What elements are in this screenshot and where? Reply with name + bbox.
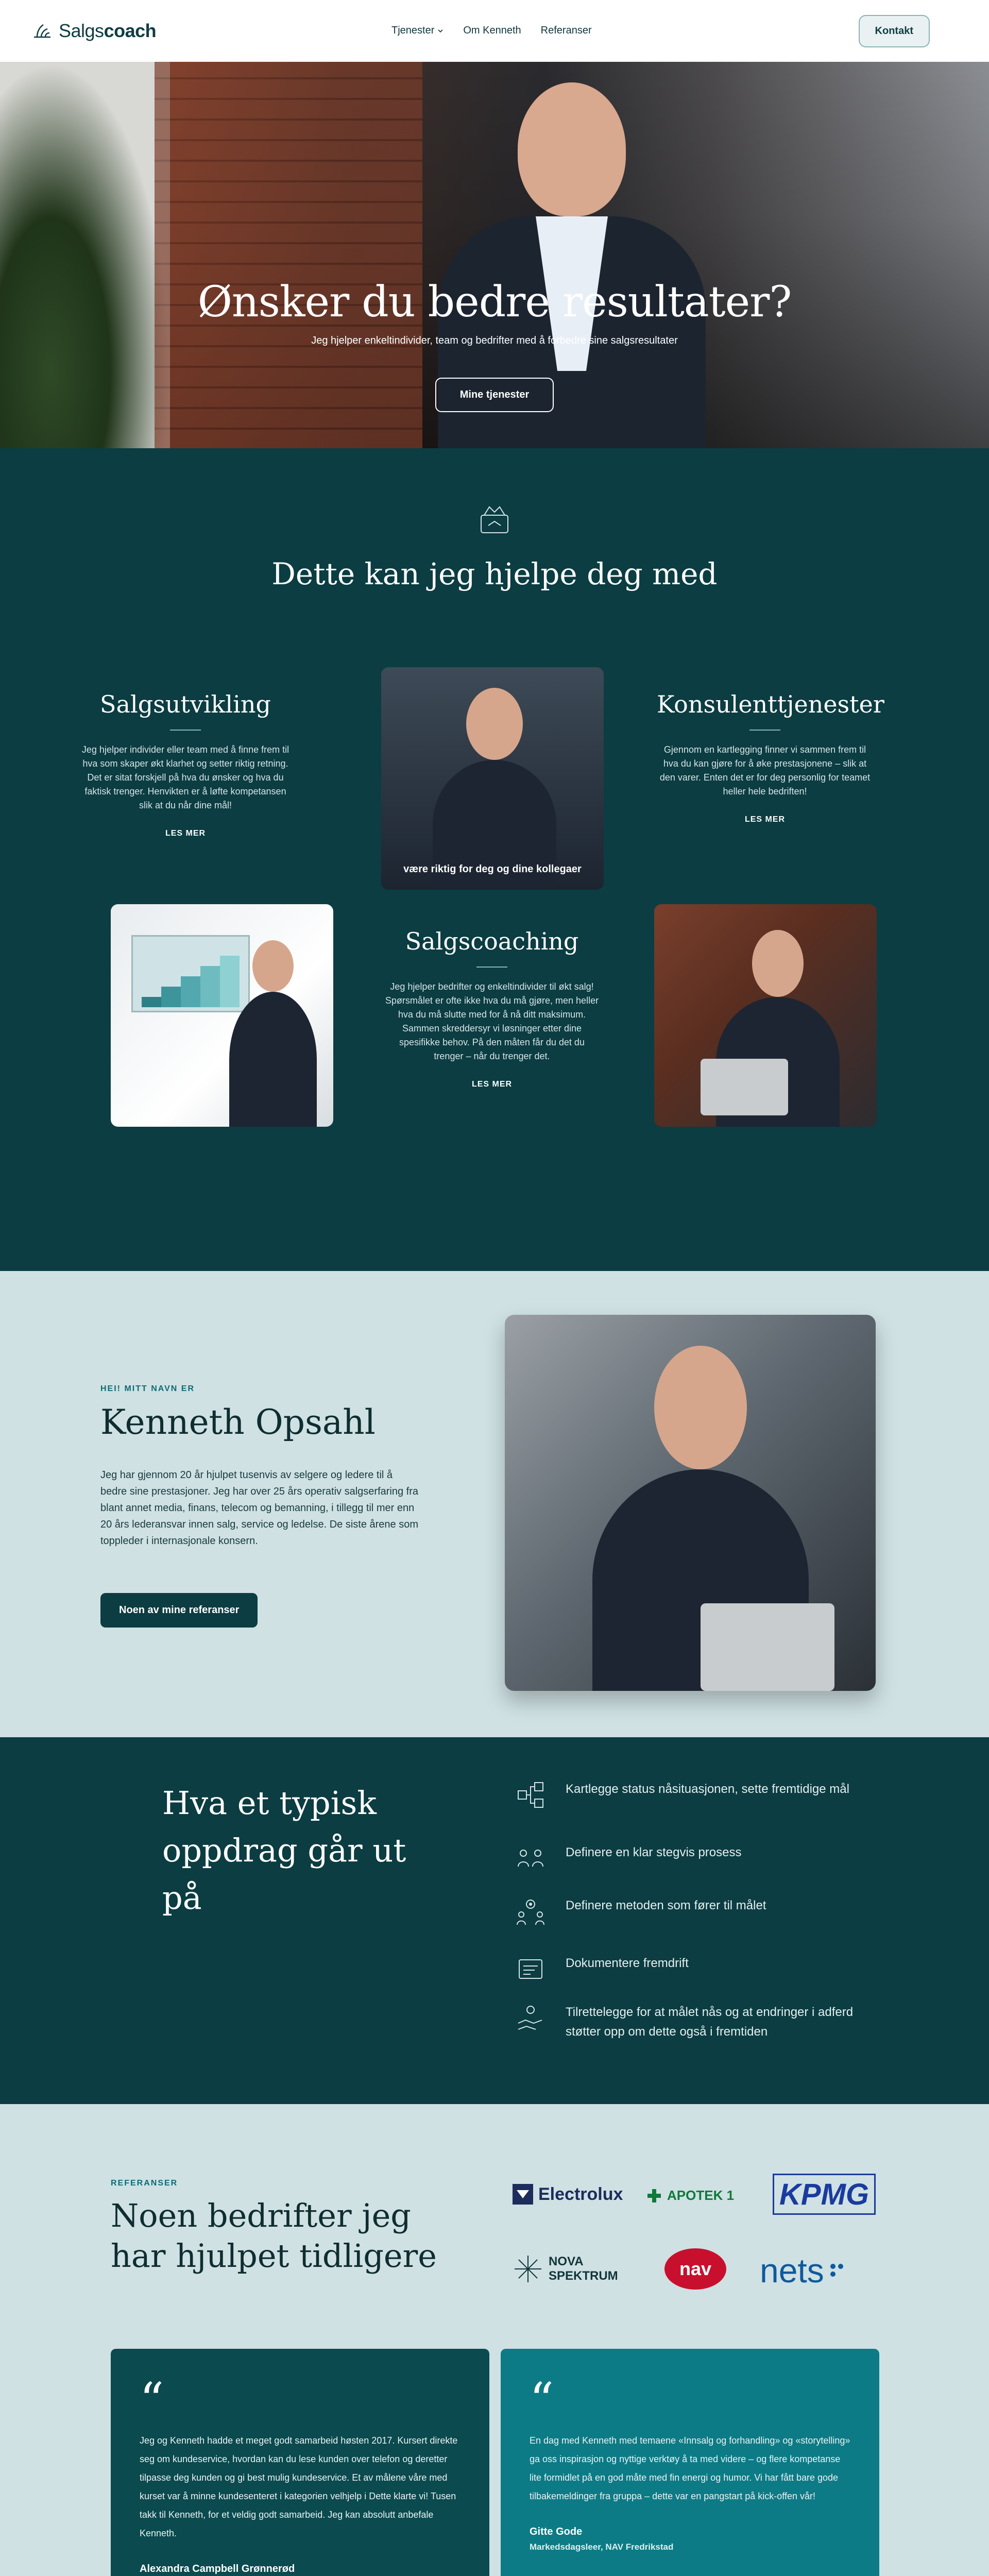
about-photo <box>505 1315 876 1691</box>
service-salgsutvikling <box>77 690 294 838</box>
task-item <box>515 1954 854 1985</box>
hero-section <box>0 62 989 448</box>
testimonial-name: Gitte Gode <box>530 2526 583 2537</box>
testimonial-text: En dag med Kenneth med temaene «Innsalg og forhandling» og «storytelling» ga oss inspirasjon og nyttige verktøy å ta med videre – og flere kompetanse lite formidlet på en god måte med fin energi og humor. Vi har fått bare gode tilbakemeldinger fra gruppa – dette var en pangstart på kick-offen vår! <box>530 2435 850 2501</box>
nav-item-referanser[interactable]: Referanser <box>540 25 592 36</box>
task-text: Tilrettelegge for at målet nås og at endringer i adferd støtter opp om dette også i fremtiden <box>566 2005 854 2039</box>
brand-nova-spektrum: NOVA SPEKTRUM <box>513 2253 626 2284</box>
references-button[interactable]: Noen av mine referanser <box>100 1593 258 1628</box>
references-title: Noen bedrifter jeg har hjulpet tidligere <box>111 2197 437 2275</box>
testimonial-name: Alexandra Campbell Grønnerød <box>140 2563 295 2574</box>
about-text: Jeg har gjennom 20 år hjulpet tusenvis av selgere og ledere til å bedre sine prestasjoner. Jeg har over 25 års operativ salgserfaring fra blant annet media, finans, telecom og bemanning, i tillegg til mer enn 20 års lederansvar innen salg, service og ledelse. De siste årene som toppleder i internasjonale konsern. <box>100 1469 419 1547</box>
document-icon <box>515 1954 546 1985</box>
flowchart-icon <box>515 1780 546 1810</box>
read-more-link[interactable]: LES MER <box>744 815 786 824</box>
references-eyebrow: REFERANSER <box>111 2179 178 2188</box>
handshake-icon <box>474 500 515 541</box>
contact-button[interactable]: Kontakt <box>859 15 930 47</box>
task-item <box>515 1896 854 1927</box>
nav-item-om-kenneth[interactable]: Om Kenneth <box>463 25 521 36</box>
tasks-section <box>0 1737 989 2104</box>
testimonial-role: Markedsdagsleer, NAV Fredrikstad <box>530 2542 674 2552</box>
services-section <box>0 448 989 1271</box>
task-text: Definere metoden som fører til målet <box>566 1899 766 1912</box>
site-header <box>0 0 989 62</box>
service-description: Gjennom en kartlegging finner vi sammen frem til hva du kan gjøre for å øke prestasjonene – slik at den varer. Enten det er for deg personlig for teamet heller hele bedriften! <box>659 744 871 796</box>
read-more-link[interactable]: LES MER <box>165 829 206 838</box>
testimonial-card <box>501 2349 879 2576</box>
testimonial-text: Jeg og Kenneth hadde et meget godt samarbeid høsten 2017. Kursert direkte seg om kundeservice, hvordan kan du lese kunden over telefon og deretter tilpasse deg kunden og gi best mulig kundeservice. Et av målene våre med kurset var å minne kundesenteret i kategorien velhjelp i Dette klarte vi! Tusen takk til Kenneth, for et veldig godt samarbeid. Jeg kan absolutt anbefale Kenneth. <box>140 2435 458 2538</box>
service-title: Salgscoaching <box>405 927 579 955</box>
hero-subtitle: Jeg hjelper enkeltindivider, team og bedrifter med å forbedre sine salgsresultater <box>311 335 678 346</box>
task-item <box>515 1843 854 1874</box>
divider <box>170 730 201 731</box>
nav-item-label: Tjenester <box>391 25 435 36</box>
target-people-icon <box>515 1896 546 1927</box>
chevron-down-icon <box>437 28 444 34</box>
service-description: Jeg hjelper bedrifter og enkeltindivider til økt salg! Spørsmålet er ofte ikke hva du må gjøre, men heller hva du må slutte med for å nå ditt maksimum. Sammen skreddersyr vi løsninger etter dine spesifikke behov. På den måten får du det du trenger – når du trenger det. <box>385 981 599 1061</box>
nav-item-tjenester[interactable] <box>391 25 444 37</box>
presenter-image <box>381 667 604 890</box>
whiteboard-image <box>111 904 333 1127</box>
divider <box>476 967 507 968</box>
task-text: Dokumentere fremdrift <box>566 1956 689 1970</box>
logo[interactable] <box>31 20 156 42</box>
sprout-logo-icon <box>31 20 54 42</box>
service-title: Konsulenttjenester <box>657 690 884 718</box>
service-konsulenttjenester <box>657 690 884 824</box>
electrolux-icon <box>513 2184 533 2205</box>
apotek-cross-icon <box>646 2188 662 2204</box>
services-title: Dette kan jeg hjelpe deg med <box>271 556 718 591</box>
about-name: Kenneth Opsahl <box>100 1402 376 1442</box>
hero-content <box>0 62 989 448</box>
tasks-title: Hva et typisk oppdrag går ut på <box>162 1784 406 1917</box>
testimonial-card <box>111 2349 489 2576</box>
laptop-image <box>654 904 877 1127</box>
star-burst-icon <box>513 2253 543 2284</box>
hand-support-icon <box>515 2003 546 2033</box>
brand-nets: nets <box>760 2251 845 2290</box>
team-icon <box>515 1843 546 1874</box>
quote-icon: “ <box>530 2372 554 2428</box>
hero-title: Ønsker du bedre resultater? <box>197 278 792 327</box>
brand-apotek1: APOTEK 1 <box>646 2188 734 2204</box>
image-caption: være riktig for deg og dine kollegaer <box>403 863 582 875</box>
main-nav <box>391 25 592 37</box>
task-text: Definere en klar stegvis prosess <box>566 1845 742 1859</box>
brand-electrolux: Electrolux <box>513 2184 623 2205</box>
about-section <box>0 1271 989 1737</box>
about-eyebrow: HEI! MITT NAVN ER <box>100 1384 195 1393</box>
read-more-link[interactable]: LES MER <box>471 1080 513 1089</box>
task-text: Kartlegge status nåsituasjonen, sette fremtidige mål <box>566 1782 849 1796</box>
brand-kpmg: KPMG <box>773 2174 876 2215</box>
references-section <box>0 2104 989 2576</box>
brand-nav: nav <box>664 2248 726 2290</box>
logo-text: Salgscoach <box>59 20 157 41</box>
service-description: Jeg hjelper individer eller team med å finne frem til hva som skaper økt klarhet og setter riktig retning. Det er sitat forskjell på hva du ønsker og hva du faktisk trenger. Henvikten er å løfte kompetansen slik at du når dine mål! <box>81 744 289 810</box>
service-salgscoaching <box>384 927 600 1089</box>
services-button[interactable]: Mine tjenester <box>435 378 554 412</box>
task-item <box>515 2003 854 2042</box>
task-item <box>515 1780 854 1810</box>
divider <box>749 730 780 731</box>
quote-icon: “ <box>140 2372 164 2428</box>
dots-icon <box>829 2263 845 2278</box>
service-title: Salgsutvikling <box>100 690 271 718</box>
